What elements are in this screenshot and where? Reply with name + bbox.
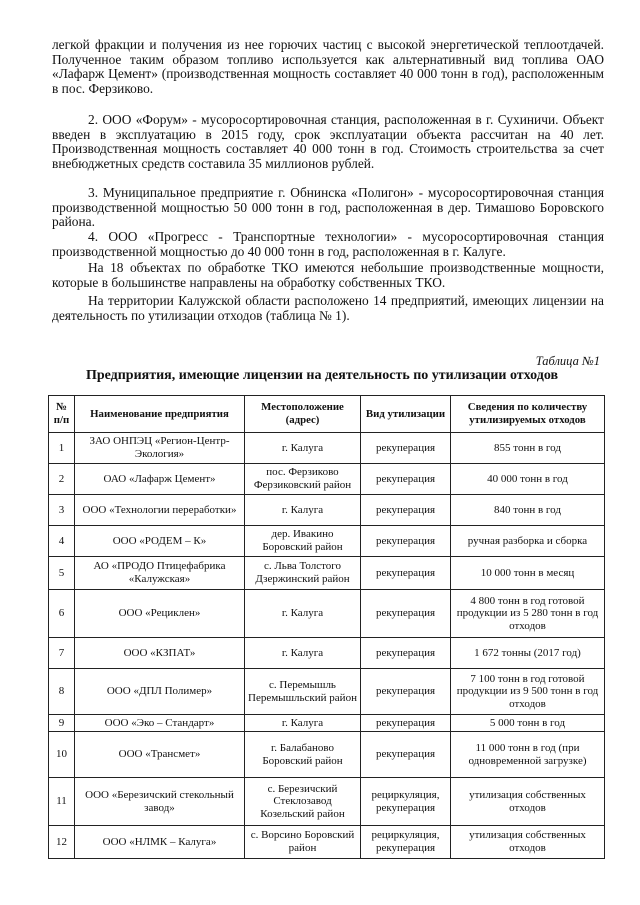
waste-amount: 4 800 тонн в год готовой продукции из 5 280 тонн в год отходов xyxy=(451,590,605,638)
utilization-type: рециркуляция, рекуперация xyxy=(361,826,451,859)
waste-amount: ручная разборка и сборка xyxy=(451,526,605,557)
header-number: № п/п xyxy=(49,396,75,433)
table-title: Предприятия, имеющие лицензии на деятельность по утилизации отходов xyxy=(85,368,559,383)
company-location: г. Калуга xyxy=(245,715,361,732)
utilization-type: рекуперация xyxy=(361,433,451,464)
row-number: 3 xyxy=(49,495,75,526)
utilization-type: рекуперация xyxy=(361,669,451,715)
header-amount: Сведения по количеству утилизируемых отходов xyxy=(451,396,605,433)
company-name: АО «ПРОДО Птицефабрика «Калужская» xyxy=(75,557,245,590)
company-location: дер. Ивакино Боровский район xyxy=(245,526,361,557)
table-row xyxy=(49,732,605,778)
table-header-row xyxy=(49,396,605,433)
company-name: ОАО «Лафарж Цемент» xyxy=(75,464,245,495)
company-location: г. Калуга xyxy=(245,590,361,638)
company-location: с. Ворсино Боровский район xyxy=(245,826,361,859)
row-number: 11 xyxy=(49,778,75,826)
table-row xyxy=(49,638,605,669)
utilization-type: рециркуляция, рекуперация xyxy=(361,778,451,826)
company-name: ООО «Рециклен» xyxy=(75,590,245,638)
table-row xyxy=(49,778,605,826)
company-location: пос. Ферзиково Ферзиковский район xyxy=(245,464,361,495)
utilization-type: рекуперация xyxy=(361,526,451,557)
company-location: г. Калуга xyxy=(245,495,361,526)
company-name: ООО «Трансмет» xyxy=(75,732,245,778)
company-name: ООО «РОДЕМ – К» xyxy=(75,526,245,557)
utilization-type: рекуперация xyxy=(361,715,451,732)
company-name: ООО «ДПЛ Полимер» xyxy=(75,669,245,715)
paragraph-1: легкой фракции и получения из нее горючих частиц с высокой энергетической теплоотдачей. Полученное таким образом топливо используется как альтернативный вид топлива ОАО «Лафарж Цемент» (производственная мощность составляет 40 000 тонн в год), расположенным в пос. Ферзиково. xyxy=(52,37,604,96)
row-number: 10 xyxy=(49,732,75,778)
utilization-type: рекуперация xyxy=(361,495,451,526)
table-row xyxy=(49,433,605,464)
utilization-type: рекуперация xyxy=(361,590,451,638)
license-table xyxy=(48,395,605,859)
table-row xyxy=(49,557,605,590)
company-name: ООО «Березичский стекольный завод» xyxy=(75,778,245,826)
waste-amount: 5 000 тонн в год xyxy=(451,715,605,732)
row-number: 4 xyxy=(49,526,75,557)
paragraph-4: 4. ООО «Прогресс - Транспортные технологии» - мусоросортировочная станция производственной мощностью до 40 000 тонн в год, расположенная в г. Калуге. xyxy=(52,229,604,259)
row-number: 8 xyxy=(49,669,75,715)
table-row xyxy=(49,826,605,859)
utilization-type: рекуперация xyxy=(361,557,451,590)
table-label: Таблица №1 xyxy=(535,354,600,368)
company-name: ООО «НЛМК – Калуга» xyxy=(75,826,245,859)
waste-amount: утилизация собственных отходов xyxy=(451,826,605,859)
header-location: Местоположение (адрес) xyxy=(245,396,361,433)
company-name: ЗАО ОНПЭЦ «Регион-Центр-Экология» xyxy=(75,433,245,464)
utilization-type: рекуперация xyxy=(361,464,451,495)
waste-amount: утилизация собственных отходов xyxy=(451,778,605,826)
paragraph-5: На 18 объектах по обработке ТКО имеются небольшие производственные мощности, которые в большинстве направлены на обработку собственных ТКО. xyxy=(52,260,604,290)
header-type: Вид утилизации xyxy=(361,396,451,433)
company-name: ООО «Эко – Стандарт» xyxy=(75,715,245,732)
row-number: 6 xyxy=(49,590,75,638)
waste-amount: 855 тонн в год xyxy=(451,433,605,464)
row-number: 7 xyxy=(49,638,75,669)
table-row xyxy=(49,526,605,557)
paragraph-6: На территории Калужской области расположено 14 предприятий, имеющих лицензии на деятельность по утилизации отходов (таблица № 1). xyxy=(52,293,604,323)
waste-amount: 40 000 тонн в год xyxy=(451,464,605,495)
row-number: 12 xyxy=(49,826,75,859)
table-row xyxy=(49,464,605,495)
header-name: Наименование предприятия xyxy=(75,396,245,433)
company-location: г. Калуга xyxy=(245,638,361,669)
company-location: г. Балабаново Боровский район xyxy=(245,732,361,778)
waste-amount: 10 000 тонн в месяц xyxy=(451,557,605,590)
company-location: с. Березичский Стеклозавод Козельский район xyxy=(245,778,361,826)
table-row xyxy=(49,669,605,715)
company-name: ООО «КЗПАТ» xyxy=(75,638,245,669)
utilization-type: рекуперация xyxy=(361,732,451,778)
company-location: с. Льва Толстого Дзержинский район xyxy=(245,557,361,590)
utilization-type: рекуперация xyxy=(361,638,451,669)
row-number: 2 xyxy=(49,464,75,495)
table-row xyxy=(49,495,605,526)
company-name: ООО «Технологии переработки» xyxy=(75,495,245,526)
waste-amount: 840 тонн в год xyxy=(451,495,605,526)
row-number: 1 xyxy=(49,433,75,464)
waste-amount: 1 672 тонны (2017 год) xyxy=(451,638,605,669)
table-row xyxy=(49,590,605,638)
company-location: г. Калуга xyxy=(245,433,361,464)
waste-amount: 11 000 тонн в год (при одновременной загрузке) xyxy=(451,732,605,778)
table-row xyxy=(49,715,605,732)
row-number: 5 xyxy=(49,557,75,590)
paragraph-3: 3. Муниципальное предприятие г. Обнинска «Полигон» - мусоросортировочная станция производственной мощностью 50 000 тонн в год, расположенная в дер. Тимашово Боровского района. xyxy=(52,185,604,230)
company-location: с. Перемышль Перемышльский район xyxy=(245,669,361,715)
waste-amount: 7 100 тонн в год готовой продукции из 9 500 тонн в год отходов xyxy=(451,669,605,715)
paragraph-2: 2. ООО «Форум» - мусоросортировочная станция, расположенная в г. Сухиничи. Объект введен в эксплуатацию в 2015 году, срок эксплуатации объекта рассчитан на 40 лет. Производственная мощность составляет 40 000 тонн в год. Стоимость строительства за счет внебюджетных средств составила 35 миллионов рублей. xyxy=(52,112,604,171)
row-number: 9 xyxy=(49,715,75,732)
